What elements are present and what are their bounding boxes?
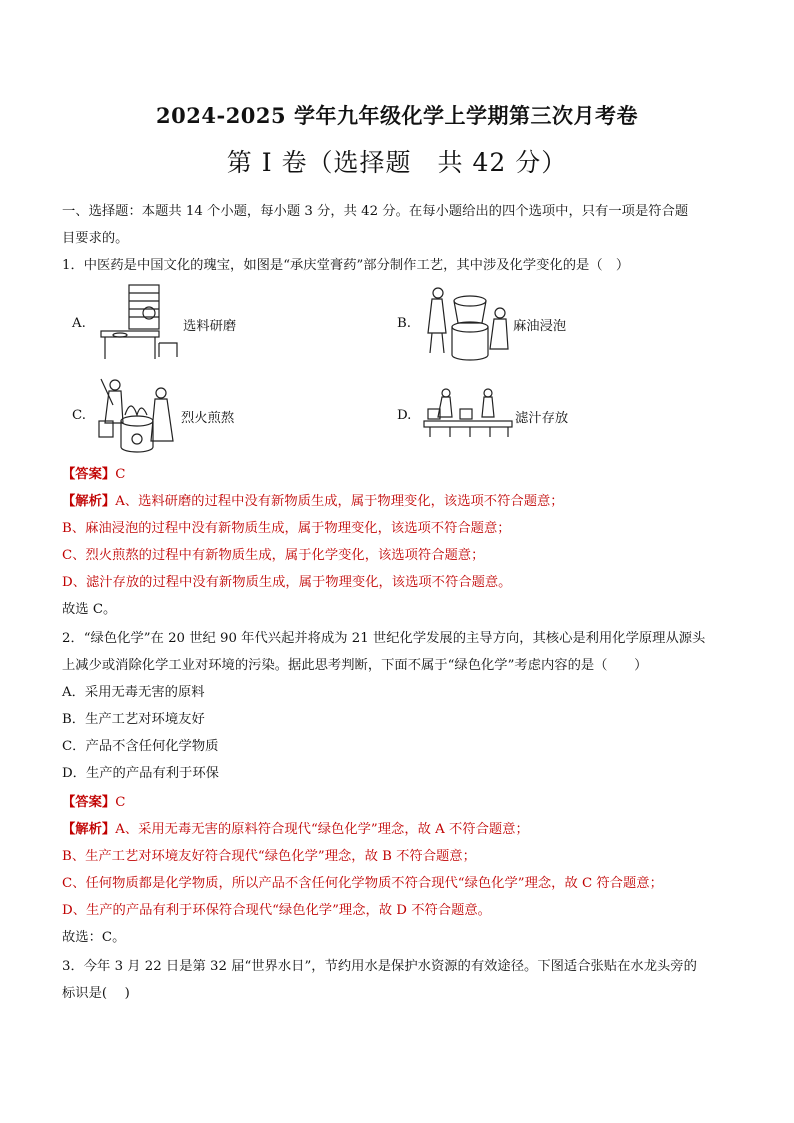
q3-stem-line1: 3．今年 3 月 22 日是第 32 届“世界水日”，节约用水是保护水资源的有效途径。下图适合张贴在水龙头旁的	[62, 959, 697, 974]
q1-analysis-line4: D、滤汁存放的过程中没有新物质生成，属于物理变化，该选项不符合题意。	[62, 575, 512, 590]
q2-analysis-line3: C、任何物质都是化学物质，所以产品不含任何化学物质不符合现代“绿色化学”理念，故 C 符合题意；	[62, 876, 663, 891]
q2-stem-line1: 2．“绿色化学”在 20 世纪 90 年代兴起并将成为 21 世纪化学发展的主导方向，其核心是利用化学原理从源头	[62, 631, 706, 646]
q1-option-d-label: D.	[397, 408, 412, 423]
q2-answer-tag: 【答案】	[62, 795, 116, 810]
q1-analysis-text-a: A、选料研磨的过程中没有新物质生成，属于物理变化，该选项不符合题意；	[115, 494, 564, 509]
q1-option-c-label: C.	[72, 408, 86, 423]
q1-stem: 1．中医药是中国文化的瑰宝，如图是“承庆堂膏药”部分制作工艺，其中涉及化学变化的是（ ）	[62, 258, 630, 273]
q1-option-a-text: 选料研磨	[183, 319, 237, 334]
q1-option-a-label: A.	[72, 316, 86, 331]
q1-option-b-label: B.	[397, 316, 411, 331]
q1-analysis-tag: 【解析】	[62, 494, 116, 509]
q2-analysis-line2: B、生产工艺对环境友好符合现代“绿色化学”理念，故 B 不符合题意；	[62, 849, 476, 864]
q2-conclusion: 故选：C。	[62, 930, 126, 945]
q2-analysis-text-a: A、采用无毒无害的原料符合现代“绿色化学”理念，故 A 不符合题意；	[115, 822, 529, 837]
q2-analysis-line4: D、生产的产品有利于环保符合现代“绿色化学”理念，故 D 不符合题意。	[62, 903, 491, 918]
storage-illustration-icon	[420, 385, 515, 441]
q1-analysis-line1	[62, 493, 742, 511]
section-instruction-line1: 一、选择题：本题共 14 个小题，每小题 3 分，共 42 分。在每小题给出的四个选项中，只有一项是符合题	[62, 204, 689, 219]
q1-option-d-text: 滤汁存放	[515, 411, 569, 426]
q1-conclusion: 故选 C。	[62, 602, 117, 617]
boiling-illustration-icon	[95, 375, 181, 457]
q2-option-a: A．采用无毒无害的原料	[62, 685, 205, 700]
q2-answer	[62, 794, 742, 812]
q1-analysis-line2: B、麻油浸泡的过程中没有新物质生成，属于物理变化，该选项不符合题意；	[62, 521, 511, 536]
q1-option-c-text: 烈火煎熬	[181, 411, 235, 426]
q1-answer-value: C	[115, 467, 126, 482]
q1-answer-tag: 【答案】	[62, 467, 116, 482]
q2-option-c: C．产品不含任何化学物质	[62, 739, 219, 754]
section-instruction-line2: 目要求的。	[62, 231, 129, 246]
q1-analysis-line3: C、烈火煎熬的过程中有新物质生成，属于化学变化，该选项符合题意；	[62, 548, 485, 563]
q2-analysis-line1	[62, 821, 742, 839]
q2-stem-line2: 上减少或消除化学工业对环境的污染。据此思考判断，下面不属于“绿色化学”考虑内容的是（ ）	[62, 658, 648, 673]
exam-title: 2024-2025 学年九年级化学上学期第三次月考卷	[156, 103, 638, 128]
q2-option-b: B．生产工艺对环境友好	[62, 712, 205, 727]
q3-stem-line2: 标识是( )	[62, 986, 130, 1001]
q2-analysis-tag: 【解析】	[62, 822, 116, 837]
q2-answer-value: C	[115, 795, 126, 810]
q1-option-b-text: 麻油浸泡	[513, 319, 567, 334]
exam-subtitle: 第 I 卷（选择题 共 42 分）	[226, 148, 568, 177]
soaking-illustration-icon	[418, 283, 513, 365]
q1-answer	[62, 466, 742, 484]
grinding-illustration-icon	[95, 283, 185, 365]
q2-option-d: D．生产的产品有利于环保	[62, 766, 219, 781]
